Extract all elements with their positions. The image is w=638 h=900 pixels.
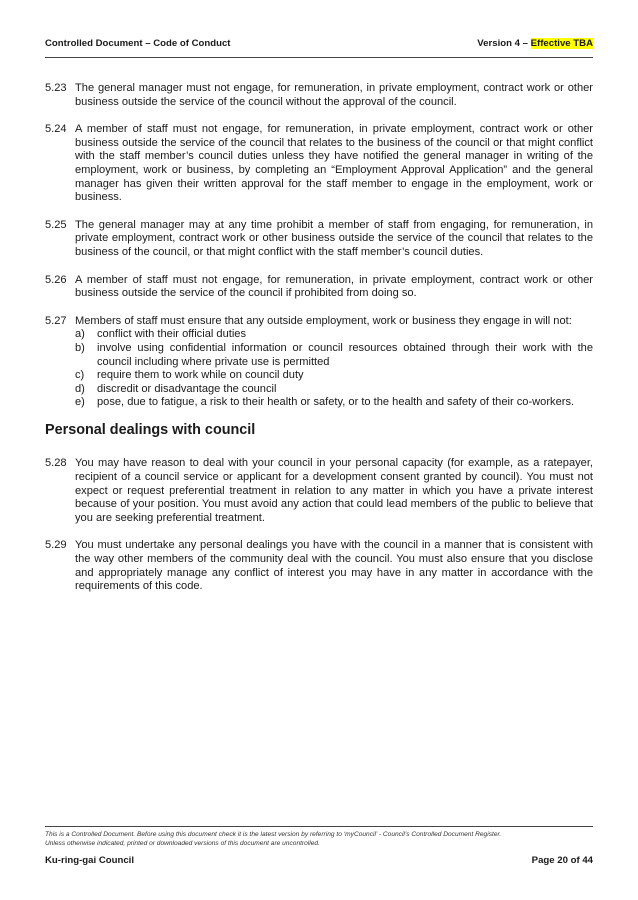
- document-title: Controlled Document – Code of Conduct: [45, 38, 231, 49]
- list-item: [75, 396, 593, 410]
- disclaimer-line: Unless otherwise indicated, printed or downloaded versions of this document are uncontrolled.: [45, 840, 320, 847]
- paragraph-group-personal-dealings: [45, 457, 593, 593]
- list-item: [75, 369, 593, 383]
- clause-text: A member of staff must not engage, for remuneration, in private employment, contract work or other business outside the service of the council that relates to the business of the council or that might conflict with the staff member’s council duties unless they have notified the general manager in writing of the employment, work or business, by completing an “Employment Approval Application” and the general manager has given their written approval for the staff member to engage in the employment, work or business.: [75, 123, 593, 204]
- list-item-text: involve using confidential information or council resources obtained through their work with the council including where private use is permitted: [97, 341, 593, 368]
- paragraph-5-25: [45, 219, 593, 260]
- effective-date-highlight: Effective TBA: [530, 38, 593, 49]
- list-item-text: conflict with their official duties: [97, 328, 247, 341]
- header-divider: [45, 57, 593, 58]
- version-prefix: Version 4 –: [477, 38, 531, 49]
- organization-name: Ku-ring-gai Council: [45, 855, 134, 866]
- page-header: [45, 38, 593, 49]
- paragraph-5-29: [45, 539, 593, 593]
- clause-text: The general manager must not engage, for remuneration, in private employment, contract work or other business outside the service of the council without the approval of the council.: [75, 82, 593, 108]
- page-number: Page 20 of 44: [531, 855, 593, 866]
- clause-text: You may have reason to deal with your council in your personal capacity (for example, as a ratepayer, recipient of a council service or applicant for a development consent granted by council). You must not expect or request preferential treatment in relation to any matter in which you have a private interest because of your position. You must avoid any action that could lead members of the public to believe that you are seeking preferential treatment.: [75, 457, 593, 524]
- list-item-letter: c): [75, 369, 85, 382]
- clause-number: 5.23: [45, 82, 67, 94]
- list-item-text: require them to work while on council duty: [97, 369, 304, 382]
- clause-intro: Members of staff must ensure that any outside employment, work or business they engage in will not:: [75, 314, 572, 327]
- page-footer: [45, 855, 593, 866]
- list-item: [75, 383, 593, 397]
- clause-list: [75, 328, 593, 410]
- footer-divider: [45, 826, 593, 827]
- clause-number: 5.28: [45, 457, 67, 470]
- paragraph-group-outside-employment: [45, 82, 593, 301]
- list-item-letter: b): [75, 341, 85, 354]
- paragraph-5-23: [45, 82, 593, 109]
- clause-text: You must undertake any personal dealings you have with the council in a manner that is consistent with the way other members of the community deal with the council. You must also ensure that you disclose and appropriately manage any conflict of interest you may have in any matter in accordance with the requirements of this code.: [75, 539, 593, 593]
- paragraph-5-26: [45, 274, 593, 301]
- document-body: [45, 82, 593, 608]
- list-item-letter: e): [75, 396, 85, 409]
- clause-text: A member of staff must not engage, for remuneration, in private employment, contract work or other business outside the service of the council if prohibited from doing so.: [75, 273, 593, 300]
- paragraph-5-27: [45, 315, 593, 410]
- list-item: [75, 342, 593, 369]
- clause-text: The general manager may at any time prohibit a member of staff from engaging, for remuneration, in private employment, contract work or other business outside the service of the council that relates to the business of the council, or that might conflict with the staff member’s council duties.: [75, 218, 593, 258]
- list-item: [75, 328, 593, 342]
- clause-number: 5.25: [45, 218, 67, 231]
- controlled-document-disclaimer: [45, 830, 593, 848]
- clause-number: 5.29: [45, 539, 67, 552]
- clause-number: 5.24: [45, 123, 67, 136]
- clause-number: 5.27: [45, 314, 67, 327]
- list-item-letter: a): [75, 328, 85, 341]
- clause-number: 5.26: [45, 273, 67, 286]
- list-item-text: pose, due to fatigue, a risk to their health or safety, or to the health and safety of their co-workers.: [97, 396, 575, 409]
- list-item-text: discredit or disadvantage the council: [97, 382, 277, 395]
- version-label: [477, 38, 593, 49]
- disclaimer-line: This is a Controlled Document. Before using this document check it is the latest version by referring to ‘myCouncil’ - Council’s Controlled Document Register.: [45, 831, 502, 838]
- list-item-letter: d): [75, 382, 85, 395]
- clause-body: [75, 315, 593, 410]
- section-heading: Personal dealings with council: [45, 421, 256, 438]
- paragraph-5-24: [45, 123, 593, 205]
- paragraph-5-28: [45, 457, 593, 525]
